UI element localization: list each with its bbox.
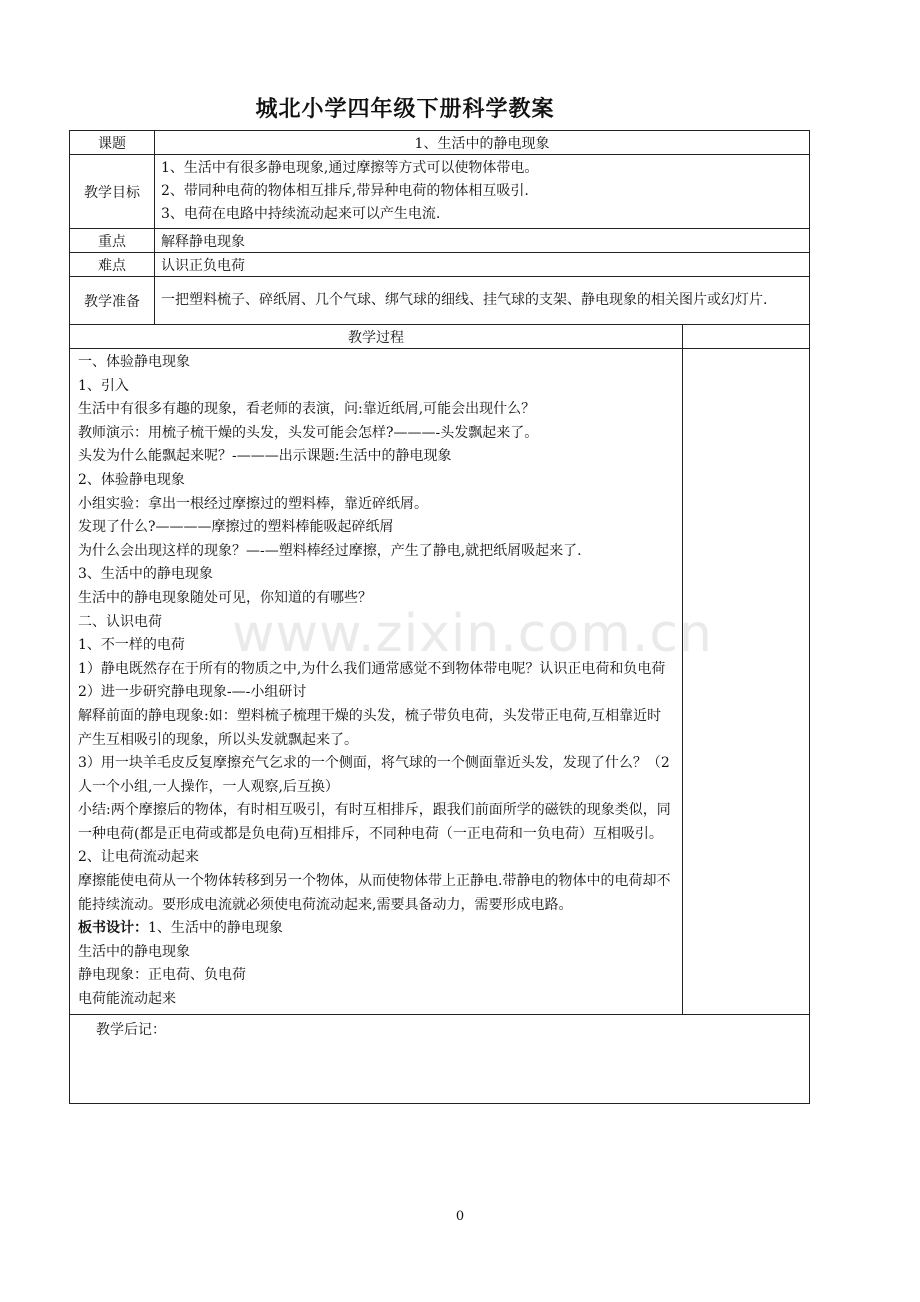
difficulty-row bbox=[70, 253, 810, 277]
lesson-plan-table bbox=[69, 130, 810, 1104]
process-side-header bbox=[683, 325, 810, 349]
goals-cell bbox=[155, 155, 810, 229]
process-line: 一、体验静电现象 bbox=[78, 354, 190, 370]
process-content bbox=[70, 349, 683, 1015]
process-line: 2、体验静电现象 bbox=[78, 471, 185, 488]
process-line: 头发为什么能飘起来呢？-———出示课题:生活中的静电现象 bbox=[78, 448, 452, 465]
page-number: 0 bbox=[455, 1209, 465, 1224]
board-design-line bbox=[78, 917, 674, 941]
watermark: www.zixin.com.cn bbox=[232, 604, 713, 664]
teaching-notes bbox=[70, 1014, 810, 1103]
process-line: 二、认识电荷 bbox=[78, 613, 162, 630]
teaching-notes-label: 教学后记： bbox=[96, 1021, 166, 1038]
board-design-title: 1、生活中的静电现象 bbox=[148, 920, 283, 937]
board-line: 静电现象：正电荷、负电荷 bbox=[78, 967, 246, 984]
goal-item: 1、生活中有很多静电现象,通过摩擦等方式可以使物体带电。 bbox=[161, 160, 539, 176]
process-line: 发现了什么?————摩擦过的塑料棒能吸起碎纸屑 bbox=[78, 519, 394, 536]
process-line: 1、不一样的电荷 bbox=[78, 637, 185, 654]
board-design-label: 板书设计： bbox=[78, 920, 148, 937]
key-point-value: 解释静电现象 bbox=[155, 229, 810, 253]
key-point-label: 重点 bbox=[70, 229, 155, 253]
process-line: 1）静电既然存在于所有的物质之中,为什么我们通常感觉不到物体带电呢？认识正电荷和负电荷 bbox=[78, 660, 666, 677]
process-line: 为什么会出现这样的现象？—-—塑料棒经过摩擦，产生了静电,就把纸屑吸起来了. bbox=[78, 542, 582, 559]
process-line: 小组实验：拿出一根经过摩擦过的塑料棒，靠近碎纸屑。 bbox=[78, 495, 428, 512]
topic-value: 1、生活中的静电现象 bbox=[155, 131, 810, 155]
process-side-cell bbox=[683, 349, 810, 1015]
process-line: 解释前面的静电现象:如：塑料梳子梳理干燥的头发，梳子带负电荷，头发带正电荷,互相靠近时产生互相吸引的现象，所以头发就飘起来了。 bbox=[78, 707, 662, 748]
process-line: 生活中有很多有趣的现象，看老师的表演，问:靠近纸屑,可能会出现什么？ bbox=[78, 401, 536, 418]
process-line: 1、引入 bbox=[78, 377, 129, 394]
process-line: 生活中的静电现象随处可见，你知道的有哪些？ bbox=[78, 589, 372, 606]
process-header-row bbox=[70, 325, 810, 349]
key-point-row bbox=[70, 229, 810, 253]
process-body-row bbox=[70, 349, 810, 1015]
difficulty-value: 认识正负电荷 bbox=[155, 253, 810, 277]
goal-item: 2、带同种电荷的物体相互排斥,带异种电荷的物体相互吸引. bbox=[161, 183, 529, 199]
process-header: 教学过程 bbox=[70, 325, 683, 349]
process-line: 2、让电荷流动起来 bbox=[78, 849, 199, 866]
board-line: 生活中的静电现象 bbox=[78, 943, 190, 960]
process-line: 3、生活中的静电现象 bbox=[78, 566, 213, 583]
topic-row bbox=[70, 131, 810, 155]
document-title: 城北小学四年级下册科学教案 bbox=[255, 97, 555, 122]
notes-row bbox=[70, 1014, 810, 1103]
goal-item: 3、电荷在电路中持续流动起来可以产生电流. bbox=[161, 206, 441, 222]
process-line: 小结:两个摩擦后的物体，有时相互吸引，有时互相排斥，跟我们前面所学的磁铁的现象类似，同一种电荷(都是正电荷或都是负电荷)互相排斥，不同种电荷（一正电荷和一负电荷）互相吸引。 bbox=[78, 802, 671, 842]
topic-label: 课题 bbox=[70, 131, 155, 155]
board-line: 电荷能流动起来 bbox=[78, 991, 176, 1008]
goals-label: 教学目标 bbox=[70, 155, 155, 229]
process-line: 摩擦能使电荷从一个物体转移到另一个物体，从而使物体带上正静电.带静电的物体中的电荷却不能持续流动。要形成电流就必须使电荷流动起来,需要具备动力，需要形成电路。 bbox=[78, 873, 671, 913]
difficulty-label: 难点 bbox=[70, 253, 155, 277]
process-line: 教师演示：用梳子梳干燥的头发，头发可能会怎样?———-头发飘起来了。 bbox=[78, 424, 539, 441]
process-line: 3）用一块羊毛皮反复摩擦充气乞求的一个侧面，将气球的一个侧面靠近头发，发现了什么？（2人一个小组,一人操作，一人观察,后互换） bbox=[78, 755, 670, 795]
process-line: 2）进一步研究静电现象-—-小组研讨 bbox=[78, 684, 307, 701]
preparation-value: 一把塑料梳子、碎纸屑、几个气球、绑气球的细线、挂气球的支架、静电现象的相关图片或幻灯片. bbox=[155, 277, 810, 325]
preparation-label: 教学准备 bbox=[70, 277, 155, 325]
preparation-row bbox=[70, 277, 810, 325]
goals-row bbox=[70, 155, 810, 229]
